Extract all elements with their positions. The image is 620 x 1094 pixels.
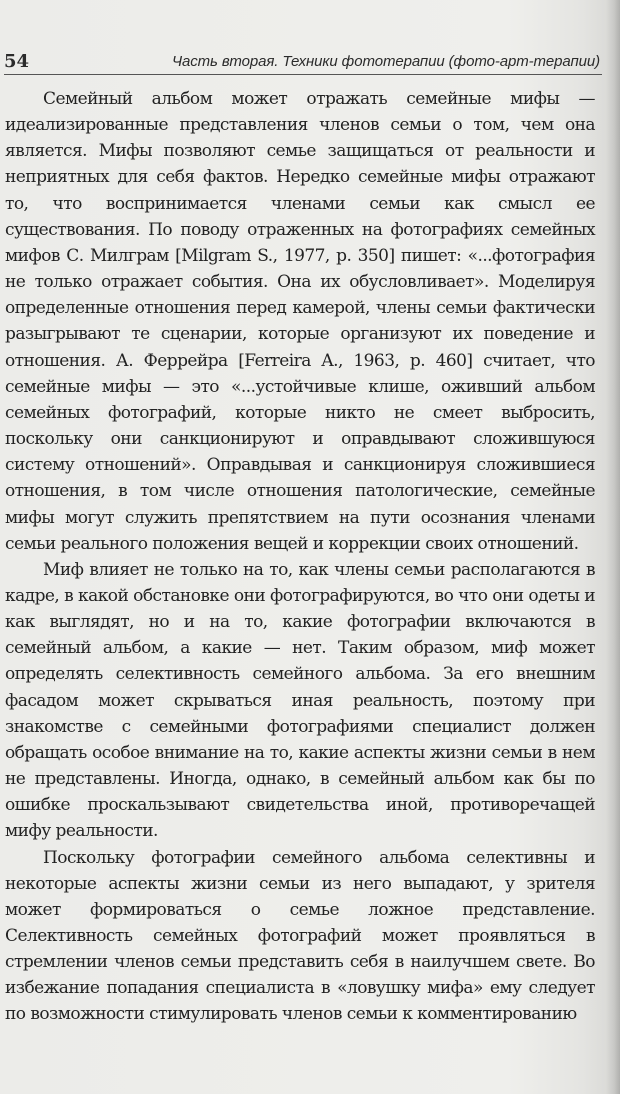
paragraph: Поскольку фотографии семейного альбома селективны и некоторые аспекты жизни семьи из него выпадают, у зрителя может формироваться о семье ложное представление. Селективность семейных фотографий может проявляться в стремлении членов семьи представить себя в наилучшем свете. Во избежание попадания специалиста в «ловушку мифа» ему следует по возможности стимулировать членов семьи к комментированию [5, 847, 595, 1025]
page-number: 54 [4, 51, 30, 72]
paragraph: Семейный альбом может отражать семейные мифы — идеализированные представления членов семьи о том, чем она является. Мифы позволяют семье защищаться от реальности и неприятных для себя фактов. Нередко семейные мифы отражают то, что воспринимается членами семьи как смысл ее существования. По поводу отраженных на фотографиях семейных мифов С. Милграм [Milgram S., 1977, p. 350] пишет: «...фотография не только отражает события. Она их обусловливает». Моделируя определенные отношения перед камерой, члены семьи фактически разыгрывают те сценарии, которые организуют их поведение и отношения. А. Феррейра [Ferreira A., 1963, p. 460] считает, что семейные мифы — это «...устойчивые клише, оживший альбом семейных фотографий, которые никто не смеет выбросить, поскольку они санкционируют и оправдывают сложившуюся систему отношений». Оправдывая и санкционируя сложившиеся отношения, в том числе отношения патологические, семейные мифы могут служить препятствием на пути осознания членами семьи реального положения вещей и коррекции своих отношений. [5, 89, 595, 554]
paragraph: Миф влияет не только на то, как члены семьи располагаются в кадре, в какой обстановке они фотографируются, во что они одеты и как выглядят, но и на то, какие фотографии включаются в семейный альбом, а какие — нет. Таким образом, миф может определять селективность семейного альбома. За его внешним фасадом может скрываться иная реальность, поэтому при знакомстве с семейными фотографиями специалист должен обращать особое внимание на то, какие аспекты жизни семьи в нем не представлены. Иногда, однако, в семейный альбом как бы по ошибке проскальзывают свидетельства иной, противоречащей мифу реальности. [5, 559, 595, 842]
page-header [4, 50, 602, 75]
running-title: Часть вторая. Техники фототерапии (фото-арт-терапии) [171, 53, 600, 70]
page-binding-shadow [606, 0, 620, 1094]
body-text [5, 86, 595, 1028]
